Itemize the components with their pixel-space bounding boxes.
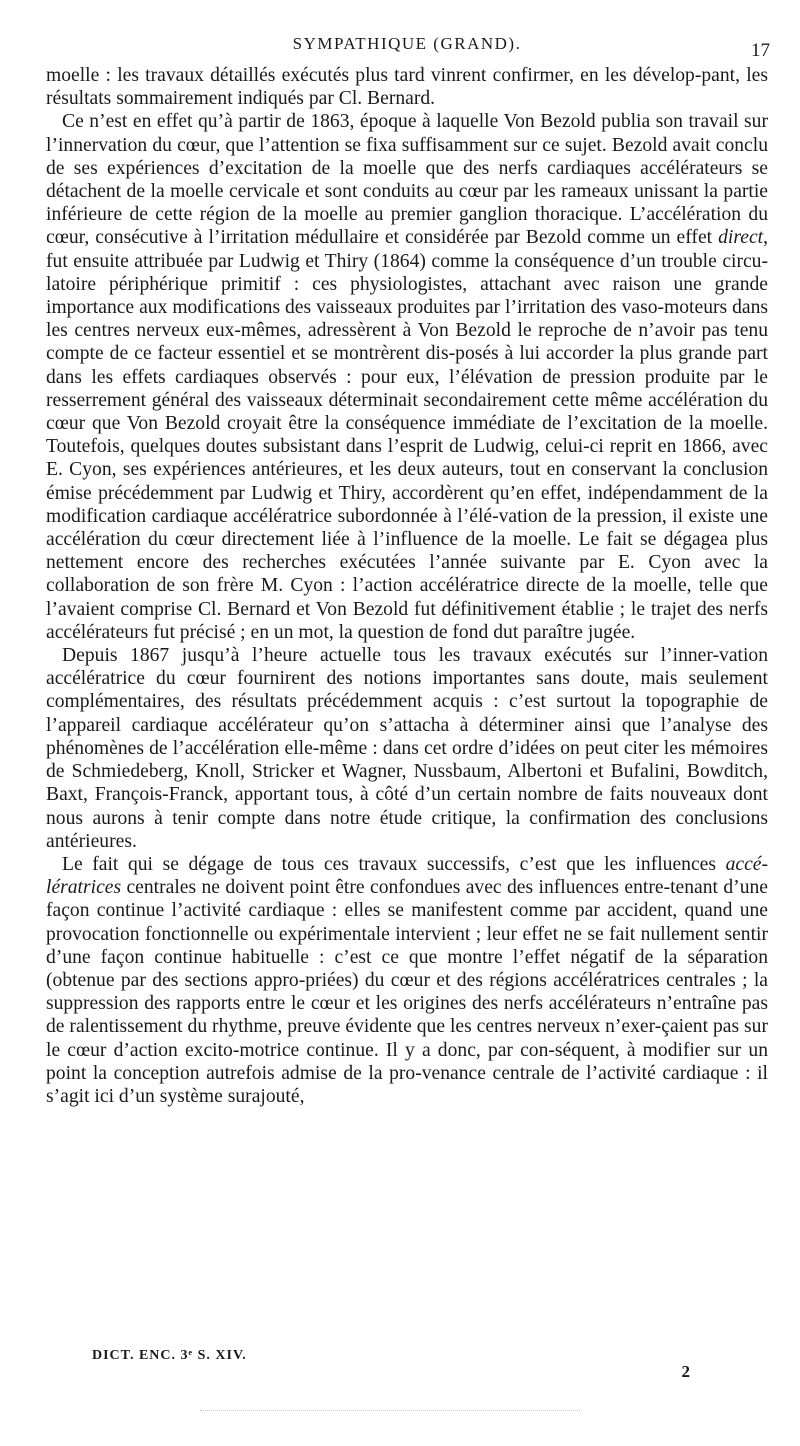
- paragraph: [46, 853, 768, 1108]
- bottom-rule: [200, 1410, 580, 1411]
- printer-signature: DICT. ENC. 3ᵉ S. XIV.: [92, 1348, 247, 1363]
- sheet-number: 2: [681, 1362, 690, 1381]
- text-run: , fut ensuite attribuée par Ludwig et Thiry (1864) comme la conséquence d’un trouble circu-latoire périphérique primitif : ces physiologistes, attachant avec raison une grande importance aux modifications des vaisseaux produites par l’irritation des vaso-moteurs dans les centres nerveux eux-mêmes, adressèrent à Von Bezold le reproche de n’avoir pas tenu compte de ce facteur essentiel et se montrèrent dis-posés à lui accorder la plus grande part dans les effets cardiaques observés : pour eux, l’élévation de pression produite par le resserrement général des vaisseaux déterminait secondairement cette même accélération du cœur que Von Bezold croyait être la conséquence immédiate de l’excitation de la moelle. Toutefois, quelques doutes subsistant dans l’esprit de Ludwig, celui-ci reprit en 1866, avec E. Cyon, ses expériences antérieures, et les deux auteurs, tout en conservant la conclusion émise précédemment par Ludwig et Thiry, accordèrent qu’en effet, indépendamment de la modification cardiaque accélératrice subordonnée à l’élé-vation de la pression, il existe une accélération du cœur directement liée à l’influence de la moelle. Le fait se dégagea plus nettement encore des recherches exécutées l’année suivante par E. Cyon avec la collaboration de son frère M. Cyon : l’action accélératrice directe de la moelle, telle que l’avaient comprise Cl. Bernard et Von Bezold fut définitivement établie ; le trajet des nerfs accélérateurs fut précisé ; en un mot, la question de fond dut paraître jugée.: [46, 227, 768, 643]
- italic-text: accé-lératrices: [46, 853, 768, 899]
- text-run: Le fait qui se dégage de tous ces travaux successifs, c’est que les influences: [62, 853, 726, 875]
- text-run: Depuis 1867 jusqu’à l’heure actuelle tous les travaux exécutés sur l’inner-vation accélératrice du cœur fournirent des notions importantes sans doute, mais seulement complémentaires, des résultats précédemment acquis : c’est surtout la topographie de l’appareil cardiaque accélérateur qu’on s’attacha à déterminer ainsi que l’analyse des phénomènes de l’accélération elle-même : dans cet ordre d’idées on peut citer les mémoires de Schmiedeberg, Knoll, Stricker et Wagner, Nussbaum, Albertoni et Bufalini, Bowditch, Baxt, François-Franck, apportant tous, à côté d’un certain nombre de faits nouveaux dont nous aurons à tenir compte dans notre étude critique, la confirmation des conclusions antérieures.: [46, 645, 768, 852]
- page-header: [44, 32, 770, 60]
- paragraph: [46, 64, 768, 110]
- text-run: moelle : les travaux détaillés exécutés plus tard vinrent confirmer, en les dévelop-pant, les résultats sommairement indiqués par Cl. Bernard.: [46, 65, 768, 110]
- page-number: 17: [751, 40, 770, 61]
- page-footer: [92, 1348, 690, 1388]
- body-text: [46, 64, 768, 1108]
- italic-text: direct: [718, 227, 764, 249]
- paragraph: [46, 110, 768, 644]
- running-title: SYMPATHIQUE (GRAND).: [292, 34, 522, 53]
- paragraph: [46, 644, 768, 853]
- text-run: Ce n’est en effet qu’à partir de 1863, époque à laquelle Von Bezold publia son travail sur l’innervation du cœur, que l’attention se fixa suffisamment sur ce sujet. Bezold avait conclu de ses expériences d’excitation de la moelle que des nerfs cardiaques accélérateurs se détachent de la moelle cervicale et sont conduits au cœur par les rameaux unissant la partie inférieure de cette région de la moelle au premier ganglion thoracique. L’accélération du cœur, consécutive à l’irritation médullaire et considérée par Bezold comme un effet: [46, 111, 768, 249]
- text-run: centrales ne doivent point être confondues avec des influences entre-tenant d’une façon continue l’activité cardiaque : elles se manifestent comme par accident, quand une provocation fonctionnelle ou expérimentale intervient ; leur effet ne se fait nullement sentir d’une façon continue habituelle : c’est ce que montre l’effet négatif de la séparation (obtenue par des sections appro-priées) du cœur et des régions accélératrices centrales ; la suppression des rapports entre le cœur et les origines des nerfs accélérateurs n’entraîne pas de ralentissement du rhythme, preuve évidente que les centres nerveux n’exer-çaient pas sur le cœur d’action excito-motrice continue. Il y a donc, par con-séquent, à modifier sur un point la conception autrefois admise de la pro-venance centrale de l’activité cardiaque : il s’agit ici d’un système surajouté,: [46, 877, 768, 1107]
